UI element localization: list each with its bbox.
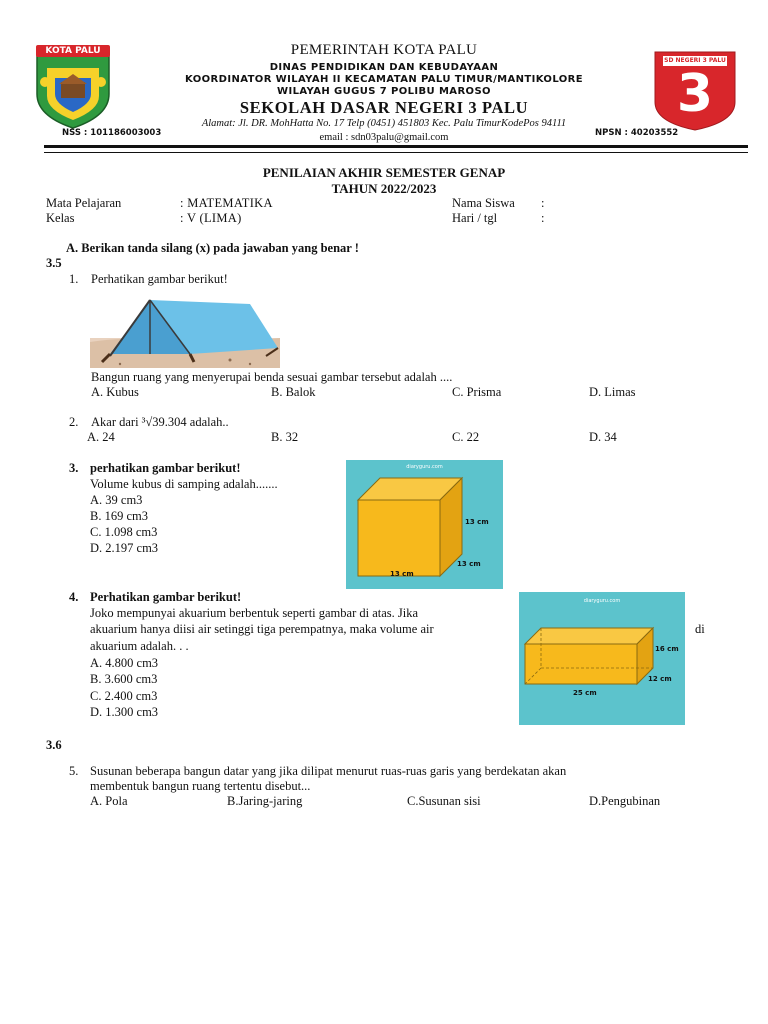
exam-year: TAHUN 2022/2023	[331, 181, 437, 196]
student-name-label: Nama Siswa	[452, 196, 515, 210]
q3-prompt: perhatikan gambar berikut!	[90, 461, 241, 475]
q4-line-3: akuarium adalah. . .	[90, 639, 189, 653]
q3-option-a[interactable]: A. 39 cm3	[90, 493, 143, 507]
q4-line-2-tail: di	[695, 622, 705, 636]
q2-number: 2.	[69, 415, 79, 429]
q5-number: 5.	[69, 764, 79, 778]
aquarium-source: diaryguru.com	[583, 598, 621, 604]
competency-code-3-5: 3.5	[46, 256, 62, 270]
q1-question: Bangun ruang yang menyerupai benda sesuai gambar tersebut adalah ....	[91, 370, 453, 384]
q5-line-1: Susunan beberapa bangun datar yang jika dilipat menurut ruas-ruas garis yang berdekatan akan	[90, 764, 567, 778]
cube-dim-depth: 13 cm	[457, 560, 481, 568]
cube-image	[346, 460, 503, 589]
q3-question: Volume kubus di samping adalah.......	[90, 477, 278, 491]
q3-option-d[interactable]: D. 2.197 cm3	[90, 541, 159, 555]
q4-number: 4.	[69, 590, 79, 604]
q3-option-c[interactable]: C. 1.098 cm3	[90, 525, 158, 539]
q5-option-b[interactable]: B.Jaring-jaring	[227, 794, 303, 808]
tent-image	[90, 292, 280, 368]
nss-number: NSS : 101186003003	[62, 128, 162, 138]
city-logo-label: KOTA PALU	[45, 46, 101, 56]
subject-label: Mata Pelajaran	[46, 196, 122, 210]
q4-option-b[interactable]: B. 3.600 cm3	[90, 672, 158, 686]
date-colon: :	[541, 211, 545, 225]
student-name-colon: :	[541, 196, 545, 210]
q4-option-c[interactable]: C. 2.400 cm3	[90, 689, 158, 703]
class-value: : V (LIMA)	[180, 211, 242, 225]
aquarium-dim-width: 12 cm	[648, 675, 672, 683]
q4-line-1: Joko mempunyai akuarium berbentuk seperti gambar di atas. Jika	[90, 606, 419, 620]
q2-option-b[interactable]: B. 32	[271, 430, 299, 444]
q5-option-a[interactable]: A. Pola	[90, 794, 128, 808]
q3-number: 3.	[69, 461, 79, 475]
q2-option-c[interactable]: C. 22	[452, 430, 480, 444]
header-department: DINAS PENDIDIKAN DAN KEBUDAYAAN	[269, 62, 499, 73]
school-email: email : sdn03palu@gmail.com	[319, 132, 449, 143]
q2-option-d[interactable]: D. 34	[589, 430, 617, 444]
cube-dim-height: 13 cm	[465, 518, 489, 526]
aquarium-dim-height: 16 cm	[655, 645, 679, 653]
q4-option-d[interactable]: D. 1.300 cm3	[90, 705, 159, 719]
subject-value: : MATEMATIKA	[180, 196, 273, 210]
exam-title: PENILAIAN AKHIR SEMESTER GENAP	[262, 165, 506, 180]
header-coordinator: KOORDINATOR WILAYAH II KECAMATAN PALU TIMUR/MANTIKOLORE	[185, 74, 583, 85]
q4-option-a[interactable]: A. 4.800 cm3	[90, 656, 159, 670]
cube-source: diaryguru.com	[406, 464, 443, 470]
school-logo-number: 3	[676, 64, 714, 124]
header-rule-thick	[44, 145, 748, 148]
q1-option-d[interactable]: D. Limas	[589, 385, 636, 399]
q2-option-a[interactable]: A. 24	[87, 430, 115, 444]
q4-prompt: Perhatikan gambar berikut!	[90, 590, 242, 604]
school-logo-label: SD NEGERI 3 PALU	[664, 57, 726, 64]
q4-line-2: akuarium hanya diisi air setinggi tiga perempatnya, maka volume air	[90, 622, 434, 636]
q1-prompt: Perhatikan gambar berikut!	[91, 272, 228, 286]
npsn-number: NPSN : 40203552	[595, 128, 679, 138]
school-name: SEKOLAH DASAR NEGERI 3 PALU	[239, 98, 529, 117]
q1-number: 1.	[69, 272, 79, 286]
header-rule-thin	[44, 152, 748, 153]
header-government: PEMERINTAH KOTA PALU	[290, 42, 478, 58]
q3-option-b[interactable]: B. 169 cm3	[90, 509, 148, 523]
school-address: Alamat: Jl. DR. MohHatta No. 17 Telp (0451) 451803 Kec. Palu TimurKodePos 94111	[201, 118, 567, 129]
aquarium-image	[519, 592, 685, 725]
date-label: Hari / tgl	[452, 211, 498, 225]
q5-option-c[interactable]: C.Susunan sisi	[407, 794, 481, 808]
class-label: Kelas	[46, 211, 75, 225]
cube-dim-width: 13 cm	[390, 570, 414, 578]
competency-code-3-6: 3.6	[46, 738, 62, 752]
header-cluster: WILAYAH GUGUS 7 POLIBU MAROSO	[277, 86, 491, 97]
section-a-instruction: A. Berikan tanda silang (x) pada jawaban yang benar !	[66, 241, 359, 255]
q2-prompt: Akar dari ³√39.304 adalah..	[91, 415, 229, 429]
q1-option-a[interactable]: A. Kubus	[91, 385, 139, 399]
aquarium-dim-length: 25 cm	[573, 689, 597, 697]
q5-option-d[interactable]: D.Pengubinan	[589, 794, 661, 808]
q1-option-b[interactable]: B. Balok	[271, 385, 316, 399]
q1-option-c[interactable]: C. Prisma	[452, 385, 502, 399]
q5-line-2: membentuk bangun ruang tertentu disebut...	[90, 779, 311, 793]
